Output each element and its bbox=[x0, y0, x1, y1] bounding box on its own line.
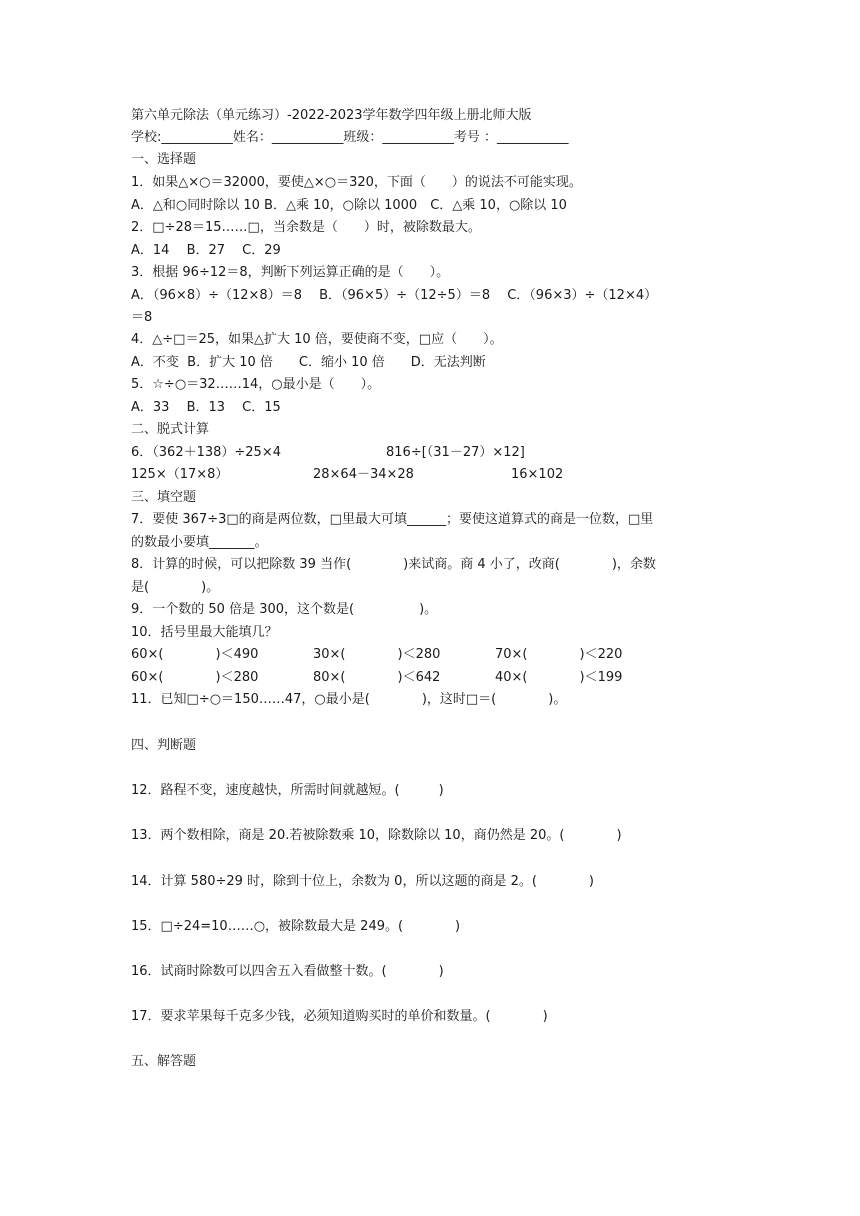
question-4: 4．△÷□＝25，如果△扩大 10 倍，要使商不变，□应（ ）。 bbox=[131, 332, 503, 347]
section-heading-choice: 一、选择题 bbox=[131, 152, 197, 167]
question-2-options: A．14 B．27 C．29 bbox=[131, 243, 281, 258]
question-15: 15．□÷24=10……○，被除数最大是 249。( ) bbox=[131, 919, 461, 934]
question-11: 11．已知□÷○＝150……47，○最小是( )，这时□＝( )。 bbox=[131, 692, 567, 707]
question-10-item: 30×( )＜280 bbox=[313, 647, 441, 662]
question-1: 1．如果△×○＝32000，要使△×○＝320，下面（ ）的说法不可能实现。 bbox=[131, 175, 582, 190]
question-4-options: A．不变 B．扩大 10 倍 C．缩小 10 倍 D．无法判断 bbox=[131, 355, 486, 370]
section-heading-true-false: 四、判断题 bbox=[131, 738, 197, 753]
section-heading-solve: 五、解答题 bbox=[131, 1054, 197, 1069]
question-12: 12．路程不变，速度越快，所需时间就越短。( ) bbox=[131, 783, 444, 798]
question-16: 16．试商时除数可以四舍五入看做整十数。( ) bbox=[131, 964, 444, 979]
worksheet-title: 第六单元除法（单元练习）-2022-2023学年数学四年级上册北师大版 bbox=[131, 108, 532, 123]
section-heading-fill-in: 三、填空题 bbox=[131, 490, 197, 505]
question-3-options-cont: ＝8 bbox=[131, 310, 153, 325]
question-6-expr-a: 6．（362＋138）÷25×4 bbox=[131, 445, 281, 460]
question-3-options: A．（96×8）÷（12×8）＝8 B．（96×5）÷（12÷5）＝8 C．（96×3）÷（12×4） bbox=[131, 288, 658, 303]
question-7-cont: 的数最小要填_______。 bbox=[131, 535, 268, 550]
question-9: 9．一个数的 50 倍是 300，这个数是( )。 bbox=[131, 602, 438, 617]
question-6-expr-c: 125×（17×8） bbox=[131, 467, 229, 482]
question-2: 2．□÷28＝15……□，当余数是（ ）时，被除数最大。 bbox=[131, 220, 481, 235]
question-10-item: 70×( )＜220 bbox=[495, 647, 623, 662]
question-10: 10．括号里最大能填几？ bbox=[131, 625, 278, 640]
question-17: 17．要求苹果每千克多少钱，必须知道购买时的单价和数量。( ) bbox=[131, 1009, 548, 1024]
question-7: 7．要使 367÷3□的商是两位数，□里最大可填______；要使这道算式的商是一位数，□里 bbox=[131, 512, 654, 527]
question-8: 8．计算的时候，可以把除数 39 当作( )来试商。商 4 小了，改商( )，余数 bbox=[131, 557, 656, 572]
question-13: 13．两个数相除，商是 20.若被除数乘 10，除数除以 10，商仍然是 20。( ) bbox=[131, 828, 622, 843]
question-14: 14．计算 580÷29 时，除到十位上，余数为 0，所以这题的商是 2。( ) bbox=[131, 874, 595, 889]
question-6-expr-e: 16×102 bbox=[511, 467, 564, 482]
question-6-expr-b: 816÷[（31－27）×12] bbox=[386, 445, 525, 460]
question-3: 3．根据 96÷12＝8，判断下列运算正确的是（ ）。 bbox=[131, 265, 450, 280]
section-heading-calculation: 二、脱式计算 bbox=[131, 422, 210, 437]
student-info-line: 学校:___________姓名：___________班级：___________考号 ：___________ bbox=[131, 130, 569, 145]
question-5-options: A．33 B．13 C．15 bbox=[131, 400, 281, 415]
question-10-item: 80×( )＜642 bbox=[313, 670, 441, 685]
question-1-options: A．△和○同时除以 10 B．△乘 10，○除以 1000 C．△乘 10，○除以 10 bbox=[131, 198, 567, 213]
question-5: 5．☆÷○＝32……14，○最小是（ ）。 bbox=[131, 377, 381, 392]
question-10-item: 40×( )＜199 bbox=[495, 670, 623, 685]
question-10-item: 60×( )＜490 bbox=[131, 647, 259, 662]
question-8-cont: 是( )。 bbox=[131, 580, 220, 595]
question-6-expr-d: 28×64－34×28 bbox=[313, 467, 414, 482]
question-10-item: 60×( )＜280 bbox=[131, 670, 259, 685]
